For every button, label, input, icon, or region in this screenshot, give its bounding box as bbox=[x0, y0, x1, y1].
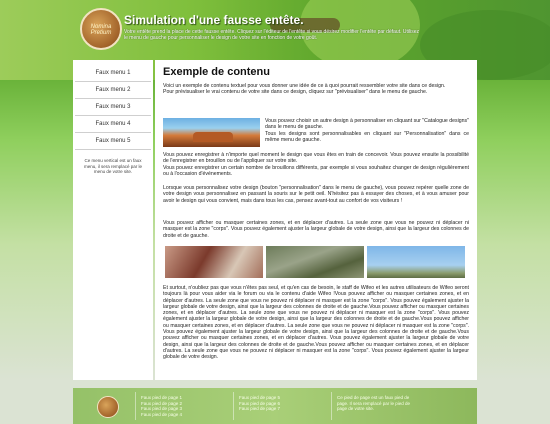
footer-note: Ce pied de page est un faux pied de page. Il sera remplacé par le pied de page de votre site. bbox=[337, 395, 411, 411]
save-text-2: Vous pouvez enregistrer un certain nombre de brouillons différents, par exemple si vous souhaitez changer de design régulièrement ou à l'occasion d'événements. bbox=[163, 164, 469, 177]
side-text-1: Vous pouvez choisir un autre design à personnaliser en cliquant sur "Catalogue designs" dans le menu de gauche. bbox=[265, 118, 469, 131]
sidebar bbox=[73, 60, 153, 380]
footer-link[interactable]: Faux pied de page 5 bbox=[239, 395, 281, 400]
bubble-paragraph: Lorsque vous personnalisez votre design (bouton "personnalisation" dans le menu de gauche), vous pouvez repérer quelle zone de votre design vous personnalisez en passant la souris sur le petit oeil. N'hésitez pas à essayer des choses, et à vous amuser pour avoir le design qui vous convient, mais dans tous les cas, pensez avant-tout au confort de vos visiteurs ! bbox=[163, 185, 469, 204]
save-paragraph bbox=[163, 152, 469, 177]
intro-paragraph bbox=[163, 83, 469, 96]
footer-column-3 bbox=[337, 395, 417, 412]
side-text-2: Tous les designs sont personnalisables en cliquant sur "Personnalisation" dans ce même menu de gauche. bbox=[265, 130, 469, 143]
footer-divider bbox=[331, 392, 332, 420]
footer-link[interactable]: Faux pied de page 1 bbox=[141, 395, 183, 400]
gallery-image-2 bbox=[266, 246, 364, 278]
footer-column-2 bbox=[239, 395, 280, 412]
logo-text: Nomina Pretium bbox=[90, 24, 112, 36]
mountain-image bbox=[163, 118, 260, 147]
sidebar-item-2[interactable]: Faux menu 2 bbox=[75, 82, 151, 99]
footer-column-1 bbox=[141, 395, 182, 417]
footer-link[interactable]: Faux pied de page 3 bbox=[141, 406, 183, 411]
footer-link[interactable]: Faux pied de page 2 bbox=[141, 400, 183, 406]
main-content bbox=[155, 60, 477, 380]
save-text: Vous pouvez enregistrer à n'importe quel moment le design que vous êtes en train de concevoir. Vous pouvez ensuite la possibilité de l'enregistrer en brouillon ou de l'appliquer sur votre site. bbox=[163, 152, 469, 165]
footer-link[interactable]: Faux pied de page 4 bbox=[141, 411, 183, 417]
site-description: Votre entête prend la place de cette fausse entête. Cliquez sur l'éditeur de l'entête si vous désirez modifier l'entête par défaut. Utilisez le menu de gauche pour personnaliser le design de votre site en fonction de votre goût. bbox=[124, 29, 419, 41]
sidebar-item-5[interactable]: Faux menu 5 bbox=[75, 133, 151, 150]
page-title: Exemple de contenu bbox=[163, 66, 270, 78]
intro-text: Voici un exemple de contenu textuel pour vous donner une idée de ce à quoi pourrait ressembler votre site dans ce design. bbox=[163, 83, 446, 89]
gallery-image-1 bbox=[165, 246, 263, 278]
columns-paragraph: Vous pouvez afficher ou masquer certaines zones, et en déplacer d'autres. La seule zone que vous ne pouvez ni déplacer ni masquer est la zone "corps". Vous pouvez également ajuster la largeur globale de votre design, ainsi que la largeur des colonnes de droite et de gauche. bbox=[163, 220, 469, 239]
site-title: Simulation d'une fausse entête. bbox=[124, 13, 304, 27]
footer-divider bbox=[135, 392, 136, 420]
footer-divider bbox=[233, 392, 234, 420]
mesa-shape bbox=[193, 132, 233, 142]
intro-text-2: Pour prévisualiser le vrai contenu de votre site dans ce design, cliquez sur "prévisualiser" dans le menu de gauche. bbox=[163, 89, 428, 96]
sidebar-item-4[interactable]: Faux menu 4 bbox=[75, 116, 151, 133]
sidebar-item-3[interactable]: Faux menu 3 bbox=[75, 99, 151, 116]
site-logo[interactable] bbox=[80, 8, 122, 50]
gallery-image-3 bbox=[367, 246, 465, 278]
footer-link[interactable]: Faux pied de page 7 bbox=[239, 406, 281, 411]
sidebar-note: Ce menu vertical est un faux menu, il sera remplacé par le menu de votre site. bbox=[83, 158, 143, 174]
footer-logo[interactable] bbox=[97, 396, 119, 418]
footer-link[interactable]: Faux pied de page 6 bbox=[239, 400, 281, 406]
sidebar-item-1[interactable]: Faux menu 1 bbox=[75, 65, 151, 82]
footer bbox=[73, 388, 477, 424]
long-paragraph: Et surtout, n'oubliez pas que vous n'êtes pas seul, et qu'en cas de besoin, le staff de Wifeo et les autres utilisateurs de Wifeo seront toujours là pour vous aider via le forum ou via le contenu d'aide Wifeo !Vous pouvez afficher ou masquer certaines zones, et en déplacer d'autres. La seule zone que vous ne pouvez ni déplacer ni masquer est la zone "corps". Vous pouvez également ajuster la largeur globale de votre design, ainsi que la largeur des colonnes de droite et de gauche.Vous pouvez afficher ou masquer certaines zones, et en déplacer d'autres. La seule zone que vous ne pouvez ni déplacer ni masquer est la zone "corps". Vous pouvez également ajuster la largeur globale de votre design, ainsi que la largeur des colonnes de droite et de gauche.Vous pouvez afficher ou masquer certaines zones, et en déplacer d'autres. La seule zone que vous ne pouvez ni déplacer ni masquer est la zone "corps". Vous pouvez également ajuster la largeur globale de votre design, ainsi que la largeur des colonnes de droite et de gauche.Vous pouvez afficher ou masquer certaines zones, et en déplacer d'autres. Vous pouvez également ajuster la largeur globale de votre design, ainsi que la largeur des colonnes de droite et de gauche.Vous pouvez afficher ou masquer certaines zones, et en déplacer d'autres. La seule zone que vous ne pouvez ni déplacer ni masquer est la zone "corps". Vous pouvez également ajuster la largeur globale de votre design. bbox=[163, 285, 469, 361]
side-paragraph bbox=[265, 118, 469, 143]
